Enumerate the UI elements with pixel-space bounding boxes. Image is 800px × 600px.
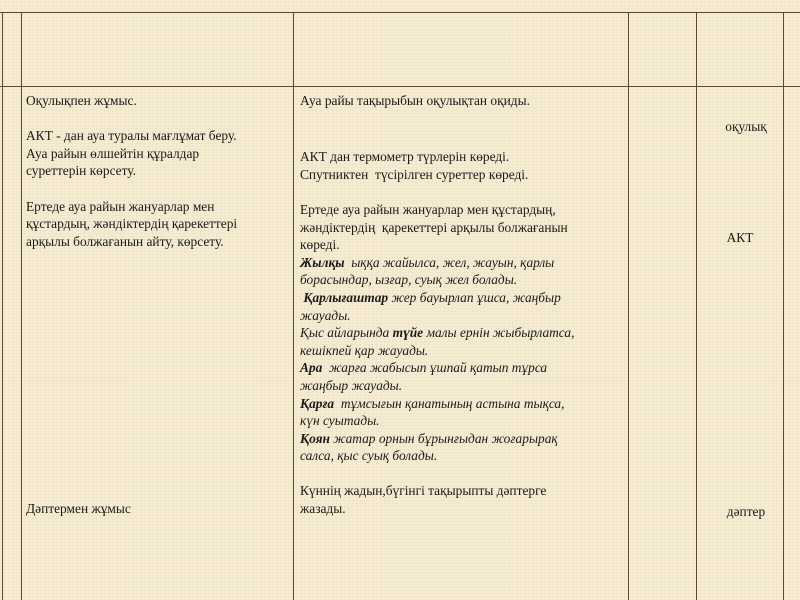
text-line: Ертеде ауа райын жануарлар мен <box>26 198 215 214</box>
text-line: Ара жарға жабысып ұшпай қатып тұрса <box>300 360 548 376</box>
column-divider <box>628 12 629 600</box>
column-divider <box>21 12 22 600</box>
text-line: жазады. <box>300 501 346 517</box>
text-line: АКТ - дан ауа туралы мағлұмат беру. <box>26 128 237 144</box>
column-divider <box>2 12 3 600</box>
text-line: Оқулықпен жұмыс. <box>26 93 137 108</box>
row-divider <box>0 12 800 13</box>
text-line: жәндіктердің қарекеттері арқылы болжағанын <box>300 219 568 235</box>
text-line: жауады. <box>300 307 351 323</box>
text-line: күн суытады. <box>300 413 380 429</box>
notebook-work-text: Дәптермен жұмыс <box>26 501 131 516</box>
text-line: Қыс айларында түйе малы ернін жыбырлатса, <box>300 325 575 341</box>
resource-ict: АКТ <box>726 230 754 245</box>
text-line: Ауа райы тақырыбын оқулықтан оқиды. <box>300 93 530 108</box>
text-line: суреттерін көрсету. <box>26 163 137 179</box>
text-line: Қарға тұмсығын қанатының астына тықса, <box>300 395 565 411</box>
student-activity-cell <box>300 92 625 518</box>
text-line: Жылқы ыққа жайылса, жел, жауын, қарлы <box>300 254 555 270</box>
text-line: Спутниктен түсірілген суреттер көреді. <box>300 166 529 182</box>
text-line: Қарлығаштар жер бауырлап ұшса, жаңбыр <box>300 289 561 305</box>
text-line: Қоян жатар орнын бұрынғыдан жоғарырақ <box>300 430 558 446</box>
text-line: салса, қыс суық болады. <box>300 448 438 464</box>
text-line: Ауа райын өлшейтін құралдар <box>26 145 200 161</box>
text-line: кешікпей қар жауады. <box>300 342 429 358</box>
text-line: Күннің жадын,бүгінгі тақырыпты дәптерге <box>300 483 547 499</box>
text-line: АКТ дан термометр түрлерін көреді. <box>300 149 510 165</box>
text-line: көреді. <box>300 237 340 253</box>
text-line: Ертеде ауа райын жануарлар мен құстардың, <box>300 201 556 217</box>
resource-textbook: оқулық <box>725 119 767 134</box>
row-divider <box>0 86 800 87</box>
teacher-activity-cell <box>26 92 291 250</box>
resource-notebook: дәптер <box>726 504 766 519</box>
text-line: құстардың, жәндіктердің қарекеттері <box>26 216 238 232</box>
text-line: жаңбыр жауады. <box>300 377 403 393</box>
text-line: арқылы болжағанын айту, көрсету. <box>26 233 224 249</box>
text-line: борасындар, ызғар, суық жел болады. <box>300 272 518 288</box>
column-divider <box>293 12 294 600</box>
column-divider <box>696 12 697 600</box>
